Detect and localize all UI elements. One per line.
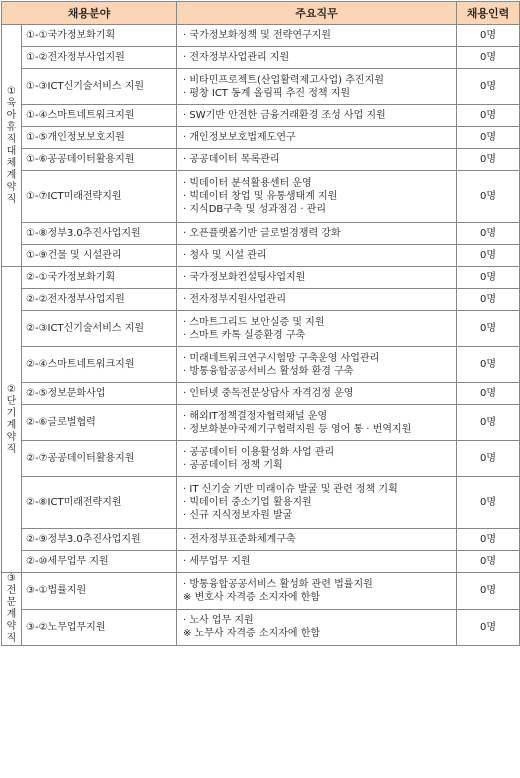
category-label: ①육아휴직대체계약직 xyxy=(6,85,17,205)
duty-line: · 공공데이터 정책 기획 xyxy=(183,459,283,471)
count-cell: 0명 xyxy=(457,47,520,69)
duties-cell xyxy=(177,267,457,289)
duties-cell xyxy=(177,441,457,477)
duties-cell xyxy=(177,347,457,383)
duty-line: · 공공데이터 목록관리 xyxy=(183,154,280,165)
table-row xyxy=(2,609,520,646)
duty-line: · 비타민프로젝트(산업활력제고사업) 추진지원 xyxy=(183,74,384,86)
field-cell: ③-①법률지원 xyxy=(22,573,177,610)
field-cell: ①-③ICT신기술서비스 지원 xyxy=(22,69,177,105)
header-duties: 주요직무 xyxy=(177,2,457,25)
count-cell: 0명 xyxy=(457,69,520,105)
duties-cell xyxy=(177,127,457,149)
count-cell: 0명 xyxy=(457,105,520,127)
header-row xyxy=(2,2,520,25)
duties-cell xyxy=(177,311,457,347)
duty-line: · 방통융합공공서비스 활성화 관련 법률지원 xyxy=(183,578,373,590)
duty-line: · 빅데이터 창업 및 유통생태계 지원 xyxy=(183,191,338,202)
duty-line: · 국가정보화컨설팅사업지원 xyxy=(183,272,306,283)
field-cell: ①-⑤개인정보보호지원 xyxy=(22,127,177,149)
count-cell: 0명 xyxy=(457,609,520,646)
field-cell: ②-⑨정부3.0추진사업지원 xyxy=(22,529,177,551)
count-cell: 0명 xyxy=(457,127,520,149)
duty-line: · 전자정부표준화체계구축 xyxy=(183,534,296,545)
table-row xyxy=(2,105,520,127)
field-cell: ①-⑥공공데이터활용지원 xyxy=(22,149,177,171)
duty-line: · 지식DB구축 및 성과점검 · 관리 xyxy=(183,204,327,215)
category-label: ③전문계약직 xyxy=(6,573,17,644)
duties-cell xyxy=(177,171,457,223)
table-row xyxy=(2,551,520,573)
duties-cell xyxy=(177,289,457,311)
recruitment-table xyxy=(1,1,520,646)
table-row xyxy=(2,171,520,223)
count-cell: 0명 xyxy=(457,551,520,573)
table-row xyxy=(2,477,520,529)
table-row xyxy=(2,383,520,405)
duties-cell xyxy=(177,405,457,441)
field-cell: ①-④스마트네트워크지원 xyxy=(22,105,177,127)
duty-line: · 국가정보화정책 및 전략연구지원 xyxy=(183,30,331,41)
field-cell: ②-⑥글로벌협력 xyxy=(22,405,177,441)
table-row xyxy=(2,47,520,69)
duty-line: · 해외IT정책결정자협력채널 운영 xyxy=(183,410,328,422)
count-cell: 0명 xyxy=(457,289,520,311)
duties-cell xyxy=(177,477,457,529)
table-row xyxy=(2,441,520,477)
count-cell: 0명 xyxy=(457,149,520,171)
duties-cell xyxy=(177,529,457,551)
header-field: 채용분야 xyxy=(2,2,177,25)
duties-cell xyxy=(177,573,457,610)
duty-line: · 개인정보보호법제도연구 xyxy=(183,132,296,143)
field-cell: ②-③ICT신기술서비스 지원 xyxy=(22,311,177,347)
category-cell xyxy=(2,573,22,646)
table-row xyxy=(2,347,520,383)
duties-cell xyxy=(177,105,457,127)
duty-line: · 전자정부지원사업관리 xyxy=(183,294,286,305)
field-cell: ②-⑤정보문화사업 xyxy=(22,383,177,405)
field-cell: ②-⑧ICT미래전략지원 xyxy=(22,477,177,529)
table-row xyxy=(2,245,520,267)
duty-line: · 빅데이터 분석활용센터 운영 xyxy=(183,178,312,189)
field-cell: ①-⑨건물 및 시설관리 xyxy=(22,245,177,267)
duty-line: · 방통융합공공서비스 활성화 환경 구축 xyxy=(183,365,354,377)
count-cell: 0명 xyxy=(457,529,520,551)
category-cell xyxy=(2,25,22,267)
duties-cell xyxy=(177,69,457,105)
duty-line: · 인터넷 중독전문상담사 자격검정 운영 xyxy=(183,388,354,399)
duty-line: · 세무업무 지원 xyxy=(183,556,251,567)
table-row xyxy=(2,573,520,610)
duty-line: · 신규 지식정보자원 발굴 xyxy=(183,510,293,521)
duty-line: ※ 변호사 자격증 소지자에 한함 xyxy=(183,591,321,603)
count-cell: 0명 xyxy=(457,245,520,267)
count-cell: 0명 xyxy=(457,405,520,441)
field-cell: ①-⑧정부3.0추진사업지원 xyxy=(22,223,177,245)
duties-cell xyxy=(177,383,457,405)
header-count: 채용인력 xyxy=(457,2,520,25)
count-cell: 0명 xyxy=(457,441,520,477)
table-row xyxy=(2,311,520,347)
field-cell: ①-⑦ICT미래전략지원 xyxy=(22,171,177,223)
field-cell: ①-②전자정부사업지원 xyxy=(22,47,177,69)
count-cell: 0명 xyxy=(457,267,520,289)
duty-line: · 공공데이터 이용활성화 사업 관리 xyxy=(183,446,335,458)
duty-line: · 빅데이터 중소기업 활용지원 xyxy=(183,497,312,508)
duties-cell xyxy=(177,149,457,171)
category-cell xyxy=(2,267,22,573)
field-cell: ③-②노무업무지원 xyxy=(22,609,177,646)
duties-cell xyxy=(177,609,457,646)
count-cell: 0명 xyxy=(457,25,520,47)
duty-line: · 노사 업무 지원 xyxy=(183,615,254,627)
field-cell: ②-②전자정부사업지원 xyxy=(22,289,177,311)
count-cell: 0명 xyxy=(457,383,520,405)
duty-line: · 스마트그리드 보안실증 및 지원 xyxy=(183,316,325,328)
field-cell: ②-④스마트네트워크지원 xyxy=(22,347,177,383)
duty-line: · 정보화분야국제기구협력지원 등 영어 통 · 번역지원 xyxy=(183,423,412,435)
table-row xyxy=(2,267,520,289)
duty-line: · 전자정부사업관리 지원 xyxy=(183,52,290,63)
duty-line: · 오픈플랫폼기반 글로벌경쟁력 강화 xyxy=(183,228,341,239)
field-cell: ②-⑩세무업무 지원 xyxy=(22,551,177,573)
duties-cell xyxy=(177,223,457,245)
duty-line: · 청사 및 시설 관리 xyxy=(183,250,267,261)
duties-cell xyxy=(177,551,457,573)
duties-cell xyxy=(177,25,457,47)
table-row xyxy=(2,127,520,149)
count-cell: 0명 xyxy=(457,311,520,347)
duty-line: · 스마트 카톡 실증환경 구축 xyxy=(183,329,306,341)
field-cell: ②-①국가정보화기획 xyxy=(22,267,177,289)
count-cell: 0명 xyxy=(457,477,520,529)
duties-cell xyxy=(177,47,457,69)
count-cell: 0명 xyxy=(457,573,520,610)
field-cell: ②-⑦공공데이터활용지원 xyxy=(22,441,177,477)
count-cell: 0명 xyxy=(457,347,520,383)
duty-line: · SW기반 안전한 금융거래환경 조성 사업 지원 xyxy=(183,110,386,121)
count-cell: 0명 xyxy=(457,223,520,245)
table-row xyxy=(2,149,520,171)
duty-line: · 미래네트워크연구시험망 구축운영 사업관리 xyxy=(183,352,380,364)
table-row xyxy=(2,25,520,47)
duty-line: ※ 노무사 자격증 소지자에 한함 xyxy=(183,628,321,640)
table-row xyxy=(2,405,520,441)
duties-cell xyxy=(177,245,457,267)
table-row xyxy=(2,529,520,551)
table-row xyxy=(2,289,520,311)
field-cell: ①-①국가정보화기획 xyxy=(22,25,177,47)
duty-line: · 평창 ICT 동계 올림픽 추진 정책 지원 xyxy=(183,87,351,99)
duty-line: · IT 신기술 기반 미래이슈 발굴 및 관련 정책 기획 xyxy=(183,484,398,495)
category-label: ②단기계약직 xyxy=(6,383,17,455)
count-cell: 0명 xyxy=(457,171,520,223)
table-row xyxy=(2,223,520,245)
table-row xyxy=(2,69,520,105)
